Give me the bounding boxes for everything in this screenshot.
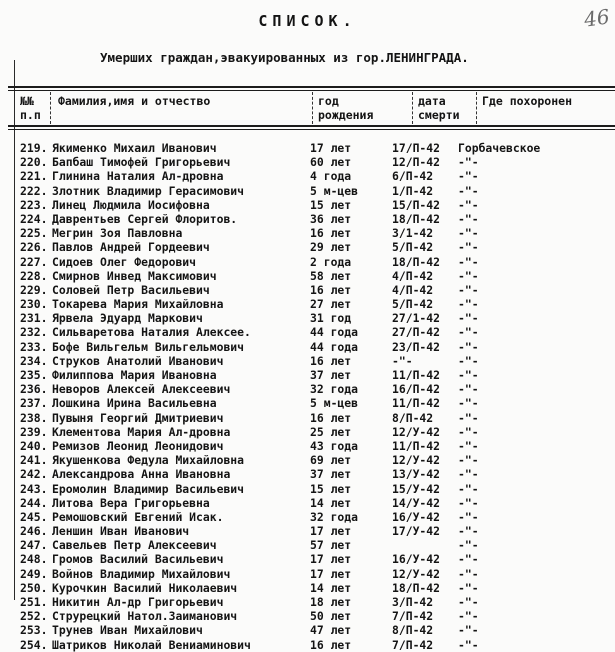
row-number: 234. [20,353,48,368]
table-row [0,510,615,524]
row-number: 228. [20,268,48,283]
burial-place: -"- [458,339,479,354]
person-name: Струков Анатолий Иванович [52,353,224,368]
burial-place: -"- [458,396,479,411]
person-name: Войнов Владимир Михайлович [52,566,231,581]
age: 16 лет [310,282,352,297]
column-separator [312,92,313,124]
table-row [0,141,615,155]
row-number: 219. [20,141,48,155]
person-name: Савельев Петр Алексеевич [52,538,217,553]
burial-place: -"- [458,453,479,468]
row-number: 220. [20,155,48,170]
person-name: Ярвела Эдуард Маркович [52,311,203,326]
death-date: 17/П-42 [392,141,441,155]
age: 18 лет [310,595,352,609]
table-row [0,496,615,510]
burial-place: -"- [458,226,479,241]
person-name: Якименко Михаил Иванович [52,141,217,155]
header-num-2: п.п [20,108,41,122]
table-row [0,453,615,467]
person-name: Мегрин Зоя Павловна [52,226,183,241]
death-date: 15/П-42 [392,197,441,212]
death-date: 11/П-42 [392,438,441,453]
age: 16 лет [310,410,352,425]
age: 16 лет [310,226,352,241]
row-number: 254. [20,637,48,652]
person-name: Смирнов Инвед Максимович [52,268,217,283]
burial-place: -"- [458,495,479,510]
death-date: 12/У-42 [392,424,441,439]
age: 17 лет [310,141,352,155]
table-row [0,198,615,212]
age: 32 года [310,509,359,524]
burial-place: -"- [458,211,479,226]
person-name: Ремошовский Евгений Исак. [52,509,224,524]
person-name: Соловей Петр Васильевич [52,282,210,297]
table-row [0,212,615,226]
header-place: Где похоронен [482,94,573,108]
death-date: 3/1-42 [392,226,434,241]
table-row [0,567,615,581]
burial-place: -"- [458,297,479,312]
row-number: 251. [20,595,48,609]
row-number: 225. [20,226,48,241]
age: 27 лет [310,297,352,312]
burial-place: -"- [458,509,479,524]
row-number: 245. [20,509,48,524]
burial-place: -"- [458,353,479,368]
death-date: 4/П-42 [392,268,434,283]
table-row [0,524,615,538]
record-list [0,141,615,652]
table-row [0,269,615,283]
age: 60 лет [310,155,352,170]
burial-place: -"- [458,311,479,326]
person-name: Александрова Анна Ивановна [52,467,231,482]
age: 16 лет [310,353,352,368]
table-row [0,155,615,169]
age: 69 лет [310,453,352,468]
row-number: 227. [20,254,48,269]
table-row [0,184,615,198]
row-number: 236. [20,382,48,397]
burial-place: -"- [458,481,479,496]
table-row [0,439,615,453]
row-number: 253. [20,623,48,638]
person-name: Даврентьев Сергей Флоритов. [52,211,238,226]
person-name: Громов Василий Васильевич [52,552,224,567]
person-name: Никитин Ал-др Григорьевич [52,595,224,609]
burial-place: -"- [458,580,479,595]
death-date: 15/У-42 [392,481,441,496]
age: 17 лет [310,566,352,581]
burial-place: -"- [458,169,479,184]
row-number: 230. [20,297,48,312]
table-row [0,283,615,297]
person-name: Сидоев Олег Федорович [52,254,197,269]
death-date: 27/1-42 [392,311,441,326]
death-date: 12/П-42 [392,155,441,170]
document-subtitle: Умерших граждан,эвакуированных из гор.ЛЕНИНГРАДА. [100,50,469,65]
person-name: Неворов Алексей Алексеевич [52,382,231,397]
table-row [0,368,615,382]
column-separator [476,92,477,124]
row-number: 221. [20,169,48,184]
header-date-1: дата [418,94,446,108]
person-name: Филиппова Мария Ивановна [52,368,217,382]
age: 25 лет [310,424,352,439]
death-date: 23/П-42 [392,339,441,354]
death-date: 12/У-42 [392,566,441,581]
death-date: 16/У-42 [392,509,441,524]
row-number: 239. [20,424,48,439]
row-number: 240. [20,438,48,453]
age: 58 лет [310,268,352,283]
burial-place: -"- [458,552,479,567]
death-date: 18/П-42 [392,211,441,226]
person-name: Леншин Иван Иванович [52,524,190,539]
row-number: 249. [20,566,48,581]
row-number: 232. [20,325,48,340]
person-name: Струрецкий Натол.Заиманович [52,609,238,624]
person-name: Глинина Наталия Ал-дровна [52,169,224,184]
table-row [0,538,615,552]
age: 14 лет [310,495,352,510]
burial-place: -"- [458,368,479,382]
burial-place: -"- [458,424,479,439]
age: 15 лет [310,197,352,212]
age: 17 лет [310,552,352,567]
row-number: 244. [20,495,48,510]
table-row [0,623,615,637]
header-num-1: №№ [20,94,34,108]
row-number: 229. [20,282,48,297]
person-name: Шатриков Николай Вениаминович [52,637,251,652]
burial-place: -"- [458,282,479,297]
death-date: 5/П-42 [392,297,434,312]
burial-place: -"- [458,538,479,553]
death-date: 16/У-42 [392,552,441,567]
page-number: 46 [582,4,611,32]
age: 43 года [310,438,359,453]
header-rule-top-thin [8,90,615,91]
death-date: 6/П-42 [392,169,434,184]
age: 44 года [310,339,359,354]
person-name: Литова Вера Григорьевна [52,495,210,510]
person-name: Токарева Мария Михайловна [52,297,224,312]
burial-place: -"- [458,609,479,624]
row-number: 252. [20,609,48,624]
header-year-1: год [318,94,339,108]
age: 44 года [310,325,359,340]
burial-place: -"- [458,240,479,255]
document-title: СПИСОК. [258,12,357,30]
age: 37 лет [310,467,352,482]
age: 14 лет [310,580,352,595]
table-row [0,581,615,595]
person-name: Ремизов Леонид Леонидович [52,438,224,453]
person-name: Курочкин Василий Николаевич [52,580,238,595]
age: 37 лет [310,368,352,382]
header-rule-bottom-thin [8,129,615,130]
age: 57 лет [310,538,352,553]
table-row [0,297,615,311]
age: 2 года [310,254,352,269]
table-row [0,240,615,254]
death-date: 11/П-42 [392,396,441,411]
table-row [0,609,615,623]
burial-place: -"- [458,410,479,425]
column-separator [412,92,413,124]
death-date: 8/П-42 [392,410,434,425]
person-name: Клементова Мария Ал-дровна [52,424,231,439]
table-row [0,638,615,652]
row-number: 243. [20,481,48,496]
table-row [0,169,615,183]
header-date-2: смерти [418,108,460,122]
age: 16 лет [310,637,352,652]
age: 4 года [310,169,352,184]
person-name: Трунев Иван Михайлович [52,623,203,638]
burial-place: Горбачевское [458,141,541,155]
row-number: 237. [20,396,48,411]
burial-place: -"- [458,438,479,453]
row-number: 247. [20,538,48,553]
table-row [0,382,615,396]
burial-place: -"- [458,382,479,397]
age: 31 год [310,311,352,326]
table-row [0,552,615,566]
person-name: Злотник Владимир Герасимович [52,183,245,198]
age: 15 лет [310,481,352,496]
row-number: 248. [20,552,48,567]
row-number: 233. [20,339,48,354]
age: 50 лет [310,609,352,624]
burial-place: -"- [458,183,479,198]
row-number: 238. [20,410,48,425]
table-row [0,340,615,354]
age: 5 м-цев [310,396,359,411]
row-number: 226. [20,240,48,255]
column-separator [50,92,51,124]
row-number: 242. [20,467,48,482]
death-date: 5/П-42 [392,240,434,255]
row-number: 235. [20,368,48,382]
header-name: Фамилия,имя и отчество [58,94,211,108]
header-year-2: рождения [318,108,374,122]
table-row [0,467,615,481]
burial-place: -"- [458,595,479,609]
row-number: 250. [20,580,48,595]
burial-place: -"- [458,637,479,652]
person-name: Лошкина Ирина Васильевна [52,396,217,411]
table-row [0,226,615,240]
burial-place: -"- [458,566,479,581]
person-name: Линец Людмила Иосифовна [52,197,210,212]
death-date: 7/П-42 [392,637,434,652]
header-rule-bottom [8,125,615,127]
table-row [0,325,615,339]
death-date: 3/П-42 [392,595,434,609]
table-row [0,482,615,496]
death-date: 14/У-42 [392,495,441,510]
table-row [0,411,615,425]
person-name: Павлов Андрей Гордеевич [52,240,210,255]
person-name: Еромолин Владимир Васильевич [52,481,245,496]
death-date: 18/П-42 [392,580,441,595]
table-row [0,354,615,368]
burial-place: -"- [458,524,479,539]
person-name: Сильваретова Наталия Алексее. [52,325,251,340]
row-number: 241. [20,453,48,468]
age: 32 года [310,382,359,397]
death-date: 11/П-42 [392,368,441,382]
death-date: 7/П-42 [392,609,434,624]
burial-place: -"- [458,197,479,212]
death-date: 4/П-42 [392,282,434,297]
death-date: 16/П-42 [392,382,441,397]
burial-place: -"- [458,155,479,170]
death-date: -"- [392,353,413,368]
person-name: Бофе Вильгельм Вильгельмович [52,339,245,354]
row-number: 231. [20,311,48,326]
row-number: 223. [20,197,48,212]
death-date: 18/П-42 [392,254,441,269]
table-row [0,425,615,439]
death-date: 12/У-42 [392,453,441,468]
table-row [0,255,615,269]
age: 47 лет [310,623,352,638]
age: 17 лет [310,524,352,539]
burial-place: -"- [458,467,479,482]
age: 36 лет [310,211,352,226]
row-number: 222. [20,183,48,198]
person-name: Бапбаш Тимофей Григорьевич [52,155,231,170]
row-number: 246. [20,524,48,539]
person-name: Якушенкова Федула Михайловна [52,453,245,468]
age: 5 м-цев [310,183,359,198]
death-date: 13/У-42 [392,467,441,482]
death-date: 17/У-42 [392,524,441,539]
burial-place: -"- [458,623,479,638]
death-date: 1/П-42 [392,183,434,198]
burial-place: -"- [458,254,479,269]
header-rule-top [8,86,615,88]
burial-place: -"- [458,325,479,340]
burial-place: -"- [458,268,479,283]
death-date: 8/П-42 [392,623,434,638]
table-row [0,595,615,609]
table-row [0,396,615,410]
table-row [0,311,615,325]
row-number: 224. [20,211,48,226]
age: 29 лет [310,240,352,255]
death-date: 27/П-42 [392,325,441,340]
person-name: Пувыня Георгий Дмитриевич [52,410,224,425]
